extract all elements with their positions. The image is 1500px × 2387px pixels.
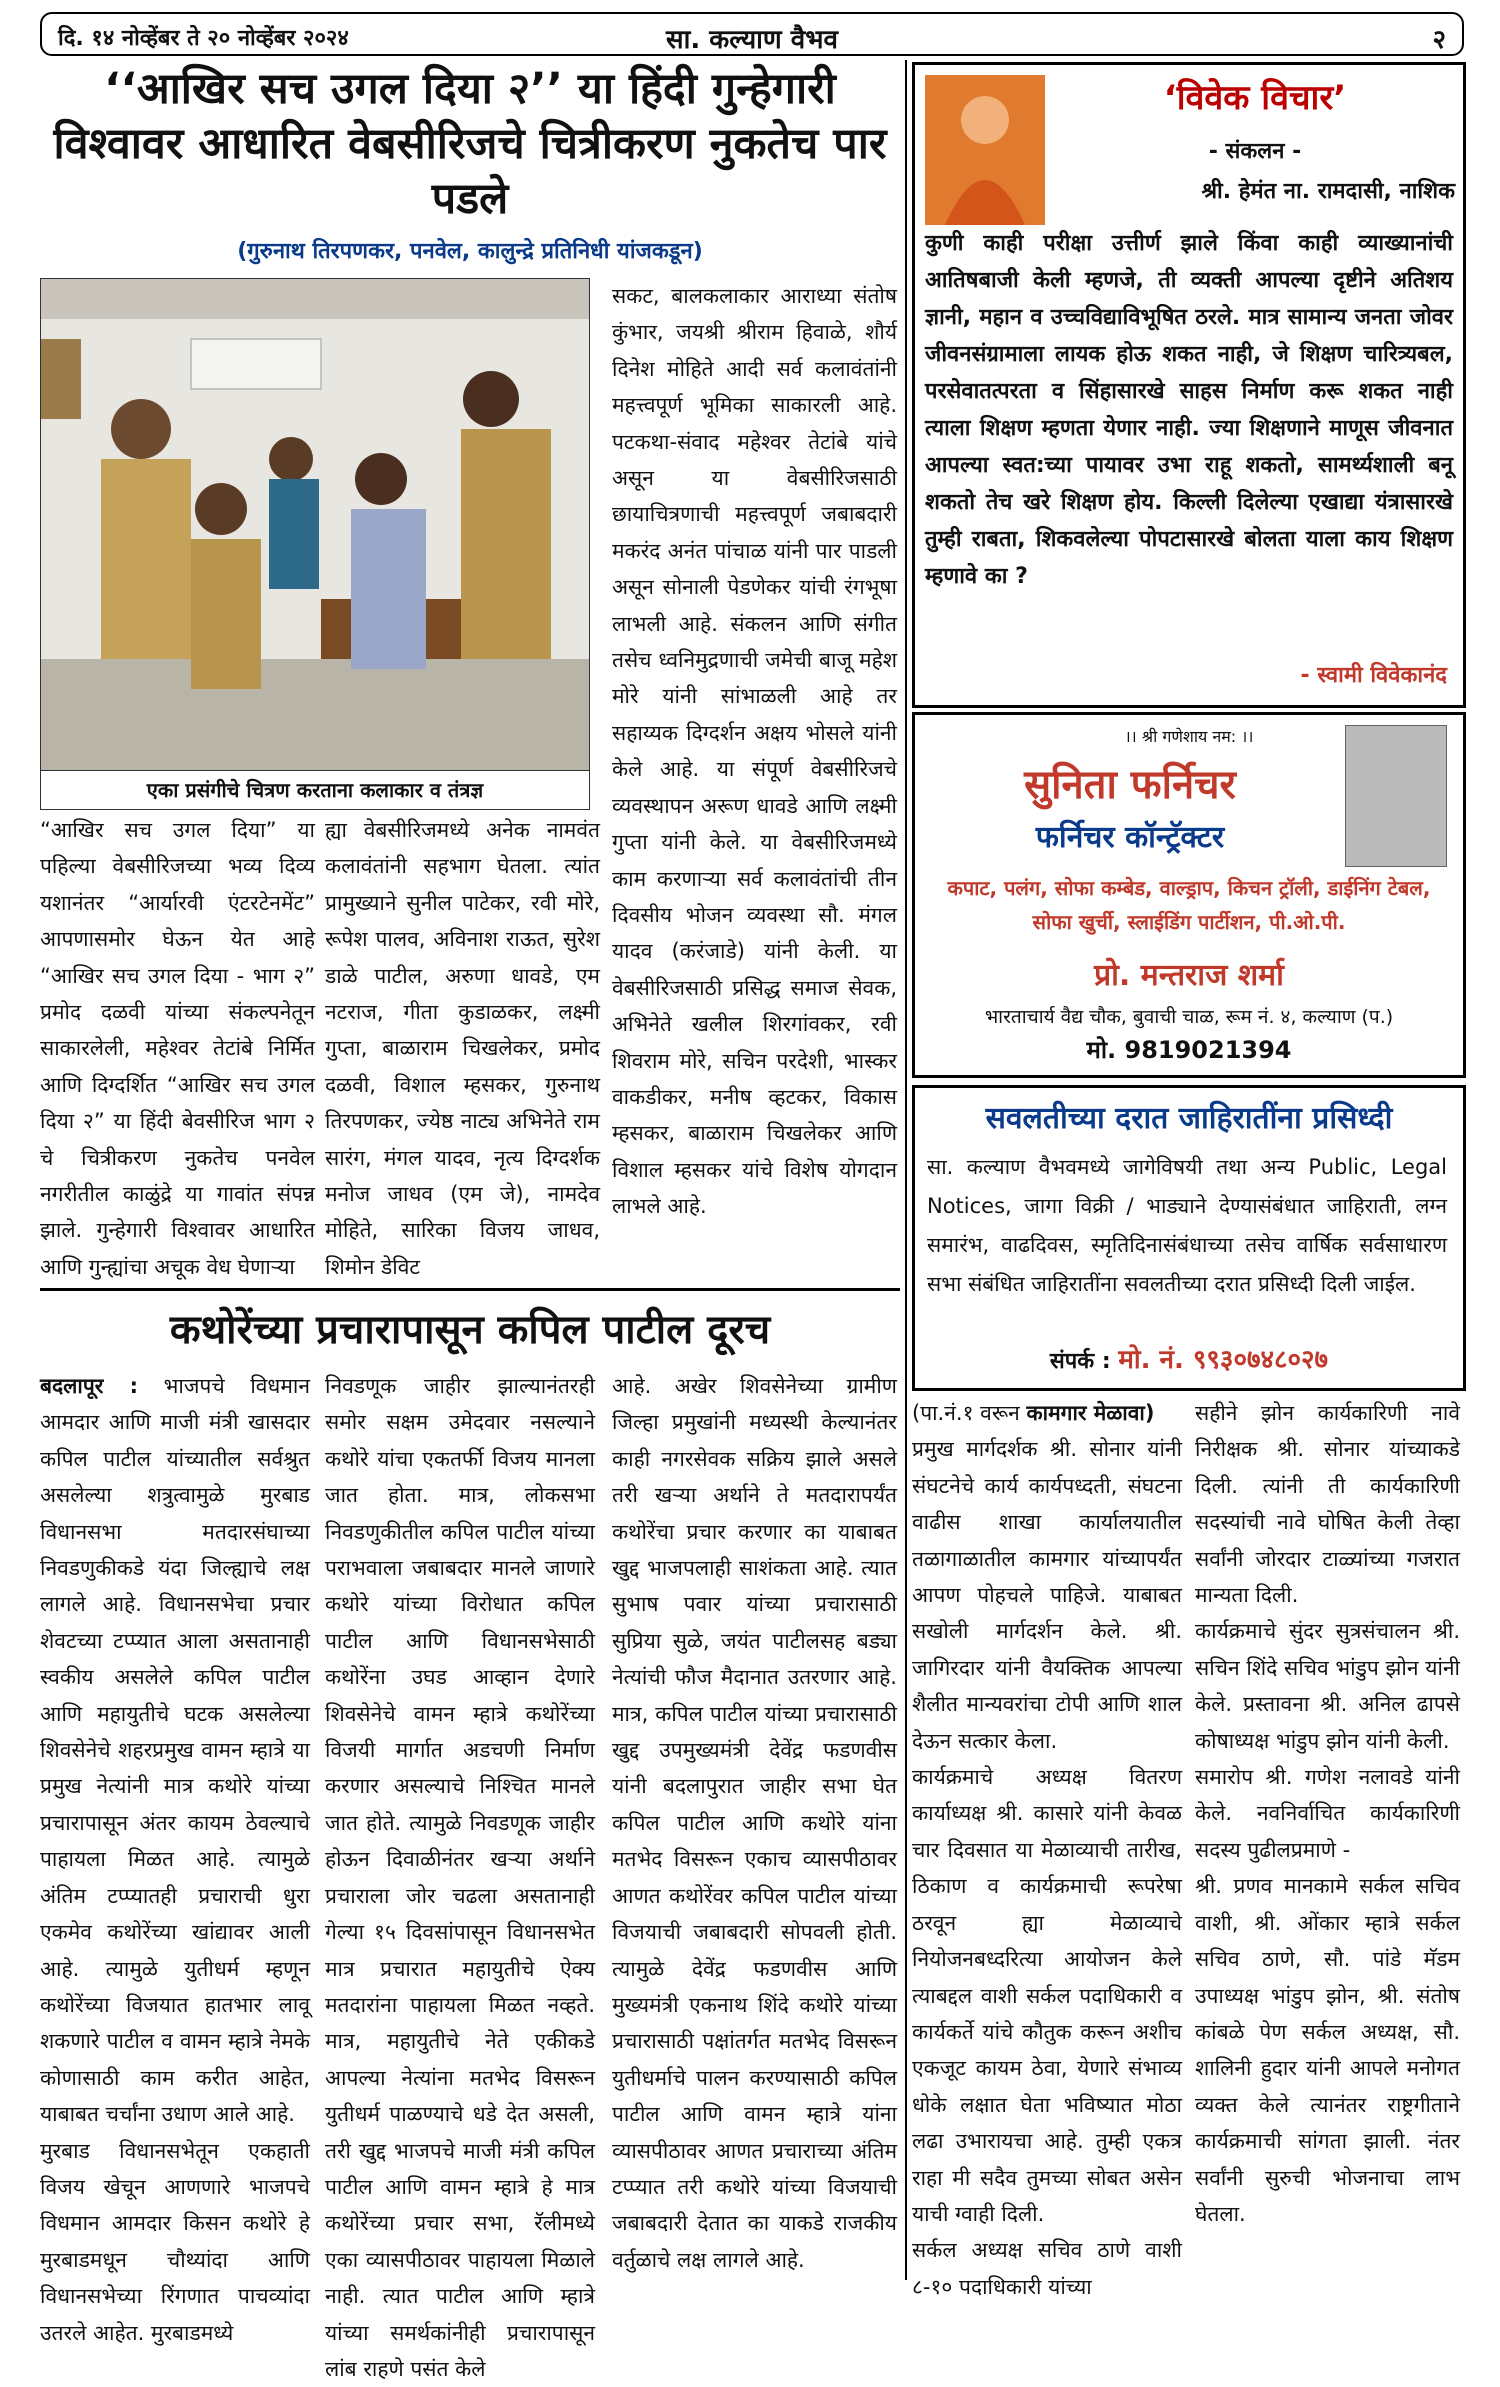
article2-dateline: बदलापूर : [40, 1374, 138, 1398]
notice-title: सवलतीच्या दरात जाहिरातींना प्रसिध्दी [985, 1101, 1393, 1136]
article2-column-3: आहे. अखेर शिवसेनेच्या ग्रामीण जिल्हा प्रमुखांनी मध्यस्थी केल्यानंतर काही नगरसेवक सक्रिय झाले असले तरी खऱ्या अर्थाने ते मतदारापर्यंत कथोरेंचा प्रचार करणार का याबाबत खुद्द भाजपलाही साशंकता आहे. त्यात सुभाष पवार यांच्या प्रचारासाठी सुप्रिया सुळे, जयंत पाटीलसह बड्या नेत्यांची फौज मैदानात उतरणार आहे. मात्र, कपिल पाटील यांच्या प्रचारासाठी खुद्द उपमुख्यमंत्री देवेंद्र फडणवीस यांनी बदलापुरात जाहीर सभा घेत कपिल पाटील आणि कथोरे यांना मतभेद विसरून एकाच व्यासपीठावर आणत कथोरेंवर कपिल पाटील यांच्या विजयाची जबाबदारी सोपवली होती. त्यामुळे देवेंद्र फडणवीस आणि मुख्यमंत्री एकनाथ शिंदे कथोरे यांच्या प्रचारासाठी पक्षांतर्गत मतभेद विसरून युतीधर्माचे पालन करण्यासाठी कपिल पाटील आणि वामन म्हात्रे यांना व्यासपीठावर आणत प्रचाराच्या अंतिम टप्प्यात तरी कथोरे यांच्या विजयाची जबाबदारी देतात का याकडे राजकीय वर्तुळाचे लक्ष लागले आहे. [612, 1374, 897, 2272]
vivek-author: श्री. हेमंत ना. रामदासी, नाशिक [1201, 179, 1455, 204]
ad-mobile: मो. 9819021394 [1086, 1036, 1292, 1064]
article1-byline: (गुरुनाथ तिरपणकर, पनवेल, कालुन्द्रे प्रतिनिधी यांजकडून) [237, 239, 703, 264]
ad-address: भारताचार्य वैद्य चौक, बुवाची चाळ, रूम नं. ४, कल्याण (प.) [984, 1006, 1394, 1028]
page-number: २ [1432, 25, 1446, 55]
article2-column-1-text: भाजपचे विधमान आमदार आणि माजी मंत्री खासदार कपिल पाटील यांच्यातील सर्वश्रुत असलेल्या शत्रुत्वामुळे मुरबाड विधानसभा मतदारसंघाच्या निवडणुकीकडे यंदा जिल्ह्याचे लक्ष लागले आहे. विधानसभेचा प्रचार शेवटच्या टप्प्यात आला असतानाही स्वकीय असलेले कपिल पाटील आणि महायुतीचे घटक असलेल्या शिवसेनेचे शहरप्रमुख वामन म्हात्रे या प्रमुख नेत्यांनी मात्र कथोरे यांच्या प्रचारापासून अंतर कायम ठेवल्याचे पाहायला मिळत आहे. त्यामुळे अंतिम टप्प्यातही प्रचाराची धुरा एकमेव कथोरेंच्या खांद्यावर आली आहे. त्यामुळे युतीधर्म म्हणून कथोरेंच्या विजयात हातभार लावू शकणारे पाटील व वामन म्हात्रे नेमके कोणासाठी काम करीत आहेत, याबाबत चर्चांना उधाण आले आहे. मुरबाड विधानसभेतून एकहाती विजय खेचून आणणारे भाजपचे विधमान आमदार किसन कथोरे हे मुरबाडमधून चौथ्यांदा आणि विधानसभेच्या रिंगणात पाचव्यांदा उतरले आहेत. मुरबाडमध्ये [40, 1374, 310, 2345]
article1-caption: एका प्रसंगीचे चित्रण करताना कलाकार व तंत्रज्ञ [40, 770, 590, 810]
issue-date: दि. १४ नोव्हेंबर ते २० नोव्हेंबर २०२४ [58, 26, 349, 51]
ad-shop-name: सुनिता फर्निचर [1024, 762, 1236, 808]
vivek-sankalan: - संकलन - [1208, 139, 1302, 164]
furniture-ad [912, 712, 1466, 1078]
article3-column-2: सहीने झोन कार्यकारिणी नावे निरीक्षक श्री. सोनार यांच्याकडे दिली. त्यांनी ती कार्यकारिणी सदस्यांची नावे घोषित केली तेव्हा सर्वांनी जोरदार टाळ्यांच्या गजरात मान्यता दिली. कार्यक्रमाचे सुंदर सुत्रसंचालन श्री. सचिन शिंदे सचिव भांडुप झोन यांनी केले. प्रस्तावना श्री. अनिल ढापसे कोषाध्यक्ष भांडुप झोन यांनी केली. समारोप श्री. गणेश नलावडे यांनी केले. नवनिर्वाचित कार्यकारिणी सदस्य पुढीलप्रमाणे - श्री. प्रणव मानकामे सर्कल सचिव वाशी, श्री. ओंकार म्हात्रे सर्कल सचिव ठाणे, सौ. पांडे मॅडम उपाध्यक्ष भांडुप झोन, श्री. संतोष कांबळे पेण सर्कल अध्यक्ष, सौ. शालिनी हुदार यांनी आपले मनोगत व्यक्त केले त्यानंतर राष्ट्रगीताने कार्यक्रमाची सांगता झाली. नंतर सर्वांनी सुरुची भोजनाचा लाभ घेतला. [1195, 1401, 1460, 2226]
article2-column-1 [40, 1368, 310, 2351]
ad-proprietor: प्रो. मन्तराज शर्मा [1094, 958, 1284, 993]
vivek-signature: - स्वामी विवेकानंद [1300, 663, 1447, 688]
ad-invocation: ।। श्री गणेशाय नम: ।। [1124, 727, 1254, 746]
vivekananda-portrait [925, 75, 1045, 225]
article2-column-2: निवडणूक जाहीर झाल्यानंतरही समोर सक्षम उमेदवार नसल्याने कथोरे यांचा एकतर्फी विजय मानला जात होता. मात्र, लोकसभा निवडणुकीतील कपिल पाटील यांच्या पराभवाला जबाबदार मानले जाणारे कथोरे यांच्या विरोधात कपिल पाटील आणि विधानसभेसाठी कथोरेंना उघड आव्हान देणारे शिवसेनेचे वामन म्हात्रे कथोरेंच्या विजयी मार्गात अडचणी निर्माण करणार असल्याचे निश्चित मानले जात होते. त्यामुळे निवडणूक जाहीर होऊन दिवाळीनंतर खऱ्या अर्थाने प्रचाराला जोर चढला असतानाही गेल्या १५ दिवसांपासून विधानसभेत मात्र प्रचारात महायुतीचे ऐक्य मतदारांना पाहायला मिळत नव्हते. मात्र, महायुतीचे नेते एकीकडे आपल्या नेत्यांना मतभेद विसरून युतीधर्म पाळण्याचे धडे देत असली, तरी खुद्द भाजपचे माजी मंत्री कपिल पाटील आणि वामन म्हात्रे हे मात्र कथोरेंच्या प्रचार सभा, रॅलीमध्ये एका व्यासपीठावर पाहायला मिळाले नाही. त्यात पाटील आणि म्हात्रे यांच्या समर्थकांनीही प्रचारापासून लांब राहणे पसंत केले [325, 1374, 595, 2381]
article1-column-1: “आखिर सच उगल दिया” या पहिल्या वेबसीरिजच्या भव्य दिव्य यशानंतर “आर्यारवी एंटरटेनमेंट” आपणासमोर घेऊन येत आहे “आखिर सच उगल दिया - भाग २” प्रमोद दळवी यांच्या संकल्पनेतून साकारलेली, महेश्वर तेटांबे निर्मित आणि दिग्दर्शित “आखिर सच उगल दिया २” या हिंदी बेवसीरिज भाग २ चे चित्रीकरण नुकतेच पनवेल नगरीतील काळुंद्रे या गावांत संपन्न झाले. गुन्हेगारी विश्वावर आधारित आणि गुन्ह्यांचा अचूक वेध घेणाऱ्या [40, 818, 315, 1279]
notice-contact-label: संपर्क : [1049, 1349, 1111, 1374]
article3-column-1 [912, 1395, 1182, 2305]
article3-lead-bold: कामगार मेळावा) [1026, 1401, 1155, 1425]
ad-notice-box [912, 1085, 1466, 1391]
masthead-title: सा. कल्याण वैभव [666, 25, 838, 55]
section-divider [40, 1288, 900, 1291]
vivek-vichar-box [912, 62, 1466, 708]
article1-column-2: ह्या वेबसीरिजमध्ये अनेक नामवंत कलावंतांनी सहभाग घेतला. त्यांत प्रामुख्याने सुनील पाटेकर, रवी मोरे, रूपेश पालव, अविनाश राऊत, सुरेश डाळे पाटील, अरुणा धावडे, एम नटराज, गीता कुडाळकर, लक्ष्मी गुप्ता, बाळाराम चिखलेकर, प्रमोद दळवी, विशाल म्हसकर, गुरुनाथ तिरपणकर, ज्येष्ठ नाट्य अभिनेते राम सारंग, मंगल यादव, नृत्य दिग्दर्शक मनोज जाधव (एम जे), नामदेव मोहिते, सारिका विजय जाधव, शिमोन डेविट [325, 818, 600, 1279]
column-divider [905, 60, 907, 2280]
wardrobe-image [1345, 725, 1447, 867]
notice-contact [915, 1340, 1463, 1376]
ad-items: कपाट, पलंग, सोफा कम्बेड, वाल्ड्राप, किचन ट्रॉली, डाईनिंग टेबल, सोफा खुर्ची, स्लाईडिंग पार्टीशन, पी.ओ.पी. [947, 876, 1431, 934]
ad-subtitle: फर्निचर कॉन्ट्रॅक्टर [1035, 820, 1225, 855]
notice-contact-number: मो. नं. ९९३०७४८०२७ [1118, 1345, 1329, 1375]
vivek-text: कुणी काही परीक्षा उत्तीर्ण झाले किंवा काही व्याख्यानांची आतिषबाजी केली म्हणजे, ती व्यक्ती आपल्या दृष्टीने अतिशय ज्ञानी, महान व उच्चविद्याविभूषित ठरले. मात्र सामान्य जनता जोवर जीवनसंग्रामाला लायक होऊ शकत नाही, जे शिक्षण चारित्र्यबल, परसेवातत्परता व सिंहासारखे साहस निर्माण करू शकत नाही त्याला शिक्षण म्हणता येणार नाही. ज्या शिक्षणाने माणूस जीवनात आपल्या स्वत:च्या पायावर उभा राहू शकतो, सामर्थ्यशाली बनू शकतो तेच खरे शिक्षण होय. किल्ली दिलेल्या एखाद्या यंत्रासारखे तुम्ही राबता, शिकवलेल्या पोपटासारखे बोलता याला काय शिक्षण म्हणावे का ? [925, 231, 1453, 589]
article3-lead: (पा.नं.१ वरून [912, 1401, 1020, 1425]
article2-headline: कथोरेंच्या प्रचारापासून कपिल पाटील दूरच [169, 1307, 771, 1353]
article1-headline: ‘‘आखिर सच उगल दिया २’’ या हिंदी गुन्हेगारी विश्वावर आधारित वेबसीरिजचे चित्रीकरण नुकतेच पार पडले [53, 64, 887, 224]
article3-column-1-text: प्रमुख मार्गदर्शक श्री. सोनार यांनी संघटनेचे कार्य कार्यपध्दती, संघटना वाढीस शाखा कार्यालयातील तळागाळातील कामगार यांच्यापर्यंत आपण पोहचले पाहिजे. याबाबत सखोली मार्गदर्शन केले. श्री. जागिरदार यांनी वैयक्तिक आपल्या शैलीत मान्यवरांचा टोपी आणि शाल देऊन सत्कार केला. कार्यक्रमाचे अध्यक्ष वितरण कार्याध्यक्ष श्री. कासारे यांनी केवळ चार दिवसात या मेळाव्याची तारीख, ठिकाण व कार्यक्रमाची रूपरेषा ठरवून ह्या मेळाव्याचे नियोजनबध्दरित्या आयोजन केले त्याबद्दल वाशी सर्कल पदाधिकारी व कार्यकर्ते यांचे कौतुक करून अशीच एकजूट कायम ठेवा, येणारे संभाव्य धोके लक्षात घेता भविष्यात मोठा लढा उभारायचा आहे. तुम्ही एकत्र राहा मी सदैव तुमच्या सोबत असेन याची ग्वाही दिली. सर्कल अध्यक्ष सचिव ठाणे वाशी ८-१० पदाधिकारी यांच्या [912, 1437, 1182, 2299]
page-header [40, 12, 1464, 56]
article1-column-3: सकट, बालकलाकार आराध्या संतोष कुंभार, जयश्री श्रीराम हिवाळे, शौर्य दिनेश मोहिते आदी सर्व कलावंतांनी महत्त्वपूर्ण भूमिका साकारली आहे. पटकथा-संवाद महेश्वर तेटांबे यांचे असून या वेबसीरिजसाठी छायाचित्रणाची महत्त्वपूर्ण जबाबदारी मकरंद अनंत पांचाळ यांनी पार पाडली असून सोनाली पेडणेकर यांची रंगभूषा लाभली आहे. संकलन आणि संगीत तसेच ध्वनिमुद्रणाची जमेची बाजू महेश मोरे यांनी सांभाळली आहे तर सहाय्यक दिग्दर्शन अक्षय भोसले यांनी केले आहे. या संपूर्ण वेबसीरिजचे व्यवस्थापन अरूण धावडे आणि लक्ष्मी गुप्ता यांनी केले. या वेबसीरिजमध्ये काम करणाऱ्या सर्व कलावंतांची तीन दिवसीय भोजन व्यवस्था सौ. मंगल यादव (करंजाडे) यांनी केली. या वेबसीरिजसाठी प्रसिद्ध समाज सेवक, अभिनेते खलील शिरगांवकर, रवी शिवराम मोरे, सचिन परदेशी, भास्कर वाकडीकर, मनीष व्हटकर, विकास म्हसकर, बाळाराम चिखलेकर आणि विशाल म्हसकर यांचे विशेष योगदान लाभले आहे. [612, 284, 897, 1219]
vivek-title: ‘विवेक विचार’ [1163, 78, 1347, 118]
article1-photo [40, 278, 590, 810]
notice-text: सा. कल्याण वैभवमध्ये जागेविषयी तथा अन्य Public, Legal Notices, जागा विक्री / भाड्याने देण्यासंबंधात जाहिराती, लग्न समारंभ, वाढदिवस, स्मृतिदिनासंबंधाच्या तसेच वार्षिक सर्वसाधारण सभा संबंधित जाहिरातींना सवलतीच्या दरात प्रसिध्दी दिली जाईल. [927, 1155, 1447, 1296]
